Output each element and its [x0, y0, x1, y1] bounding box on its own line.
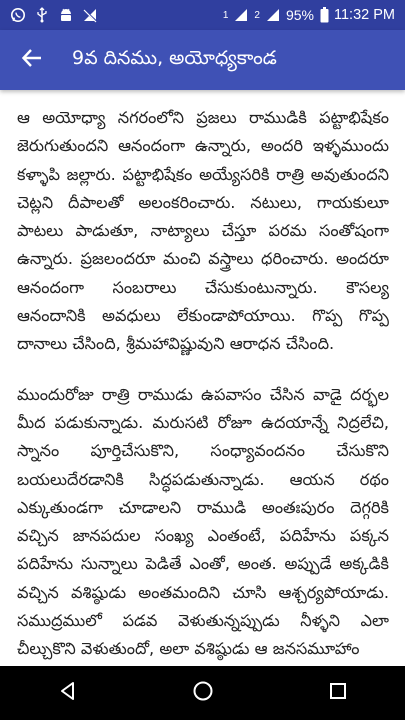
nav-back-triangle-icon: [58, 681, 78, 705]
paragraph-1: ఆ అయోధ్యా నగరంలోని ప్రజలు రాముడికి పట్టాభిషేకం జెరుగుతుందని ఆనందంగా ఉన్నారు, అందరి ఇళ్ళముందు కళ్ళాపి జల్లారు. పట్టాభిషేకం అయ్యేసరికి రాత్రి అవుతుందని చెట్లని దీపాలతో అలంకరించారు. నటులు, గాయకులూ పాటలు పాడుతూ, నాట్యాలు చేస్తూ పరమ సంతోషంగా ఉన్నారు. ప్రజలందరూ మంచి వస్త్రాలు ధరించారు. అందరూ ఆనందంగా సంబరాలు చేసుకుంటున్నారు. కౌసల్య ఆనందానికి అవధులు లేకుండాపోయాయి. గొప్ప గొప్ప దానాలు చేసింది, శ్రీమహావిష్ణువుని ఆరాధన చేసింది.: [17, 108, 389, 354]
nav-recents-square-icon: [329, 682, 347, 704]
app-bar: [0, 30, 405, 90]
notification-icons: [0, 7, 98, 23]
nav-home-button[interactable]: [173, 666, 233, 720]
android-icon: [58, 7, 74, 23]
nav-recents-button[interactable]: [308, 666, 368, 720]
whatsapp-icon: [10, 7, 26, 23]
status-bar: [0, 0, 405, 30]
usb-icon: [34, 7, 50, 23]
page-title: 9వ దినము, అయోధ్యకాండ: [72, 46, 277, 69]
battery-icon: [319, 7, 329, 23]
system-status: [223, 7, 405, 23]
signal-crossed-icon: [82, 7, 98, 23]
article-content[interactable]: [0, 90, 405, 666]
battery-percent: 95%: [285, 7, 314, 23]
paragraph-2: ముందురోజు రాత్రి రాముడు ఉపవాసం చేసిన వాడై దర్భల మీద పడుకున్నాడు. మరుసటి రోజూ ఉదయాన్నే నిద్రలేచి, స్నానం పూర్తిచేసుకొని, సంధ్యావందనం చేసుకొని బయలుదేరడానికి సిద్ధపడుతున్నాడు. ఆయన రథం ఎక్కుతుండగా చూడాలని రాముడి అంతఃపురం దెగ్గరికి వచ్చిన జానపదుల సంఖ్య ఎంతంటే, పదిహేను పక్కన పదిహేను సున్నాలు పెడితే ఎంతో, అంత. అప్పుడే అక్కడికి వచ్చిన వశిష్ఠుడు అంతమందిని చూసి ఆశ్చర్యపోయాడు. సముద్రములో పడవ వెళుతున్నప్పుడు నీళ్ళని ఎలా చీల్చుకొని వెళుతుందో, అలా వశిష్ఠుడు ఆ జనసమూహాం: [17, 384, 389, 659]
arrow-left-icon: [21, 47, 43, 73]
nav-back-button[interactable]: [38, 666, 98, 720]
sim1-signal-icon: [233, 7, 249, 23]
sim1-label: 1: [222, 9, 229, 21]
nav-home-circle-icon: [192, 680, 214, 706]
back-button[interactable]: [0, 30, 64, 90]
system-nav-bar: [0, 666, 405, 720]
sim2-signal-icon: [265, 7, 281, 23]
clock: 11:32 PM: [334, 7, 395, 23]
sim2-label: 2: [254, 9, 260, 21]
